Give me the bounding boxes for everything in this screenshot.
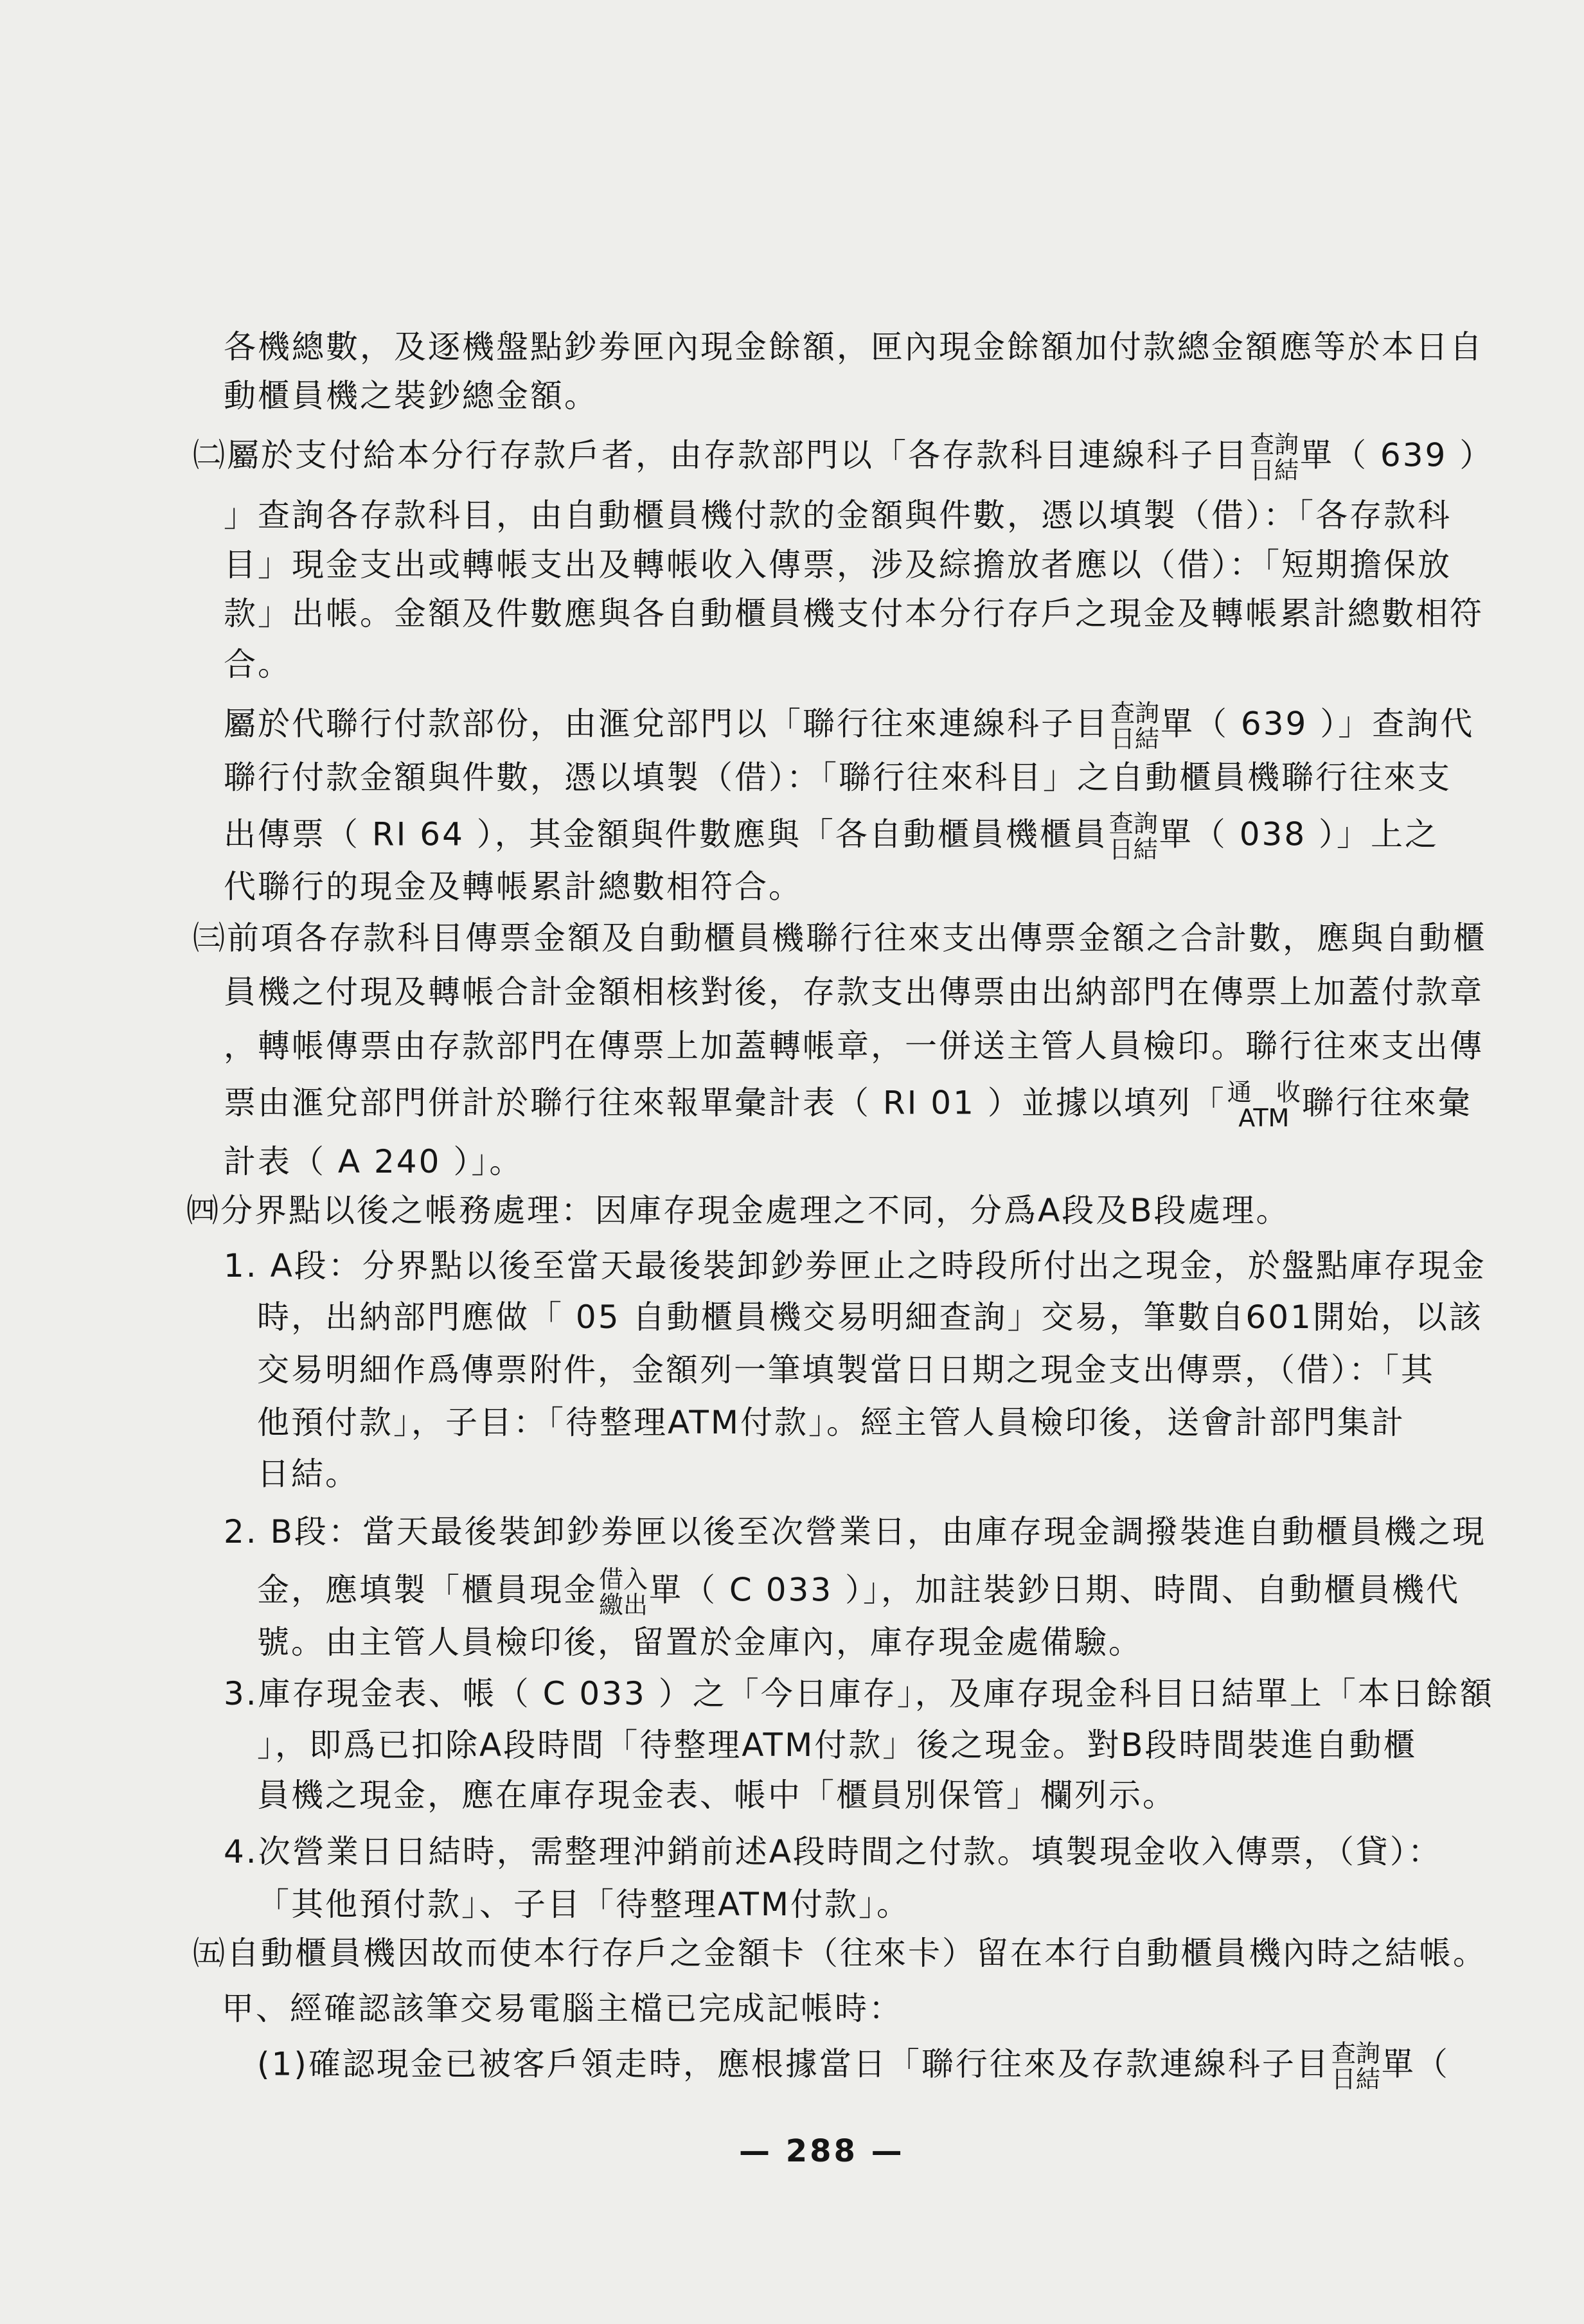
text-line [193, 432, 1493, 483]
text-line: 」，即爲已扣除A段時間「待整理ATM付款」後之現金。對B段時間裝進自動櫃 [257, 1726, 1418, 1764]
stacked-top: 通 收 [1227, 1078, 1301, 1106]
text-line: ㈤自動櫃員機因故而使本行存戶之金額卡（往來卡）留在本行自動櫃員機內時之結帳。 [193, 1935, 1487, 1972]
text-line: 號。由主管人員檢印後，留置於金庫內，庫存現金處備驗。 [257, 1624, 1143, 1661]
stacked-top: 查詢 [1110, 699, 1160, 727]
text-line: ㈣分界點以後之帳務處理：因庫存現金處理之不同，分爲A段及B段處理。 [186, 1192, 1290, 1229]
text-segment: ㈡屬於支付給本分行存款戶者，由存款部門以「各存款科目連線科子目 [193, 436, 1249, 474]
text-line: 聯行付款金額與件數，憑以填製（借）：「聯行往來科目」之自動櫃員機聯行往來支 [224, 759, 1452, 796]
text-line: 甲、經確認該筆交易電腦主檔已完成記帳時： [222, 1990, 903, 2027]
stacked-label [1227, 1079, 1301, 1131]
text-line: 目」現金支出或轉帳支出及轉帳收入傳票，涉及綜擔放者應以（借）：「短期擔保放 [224, 546, 1452, 583]
text-segment: 票由滙兌部門併計於聯行往來報單彙計表（ RI 01 ）並據以填列「 [224, 1084, 1226, 1122]
page-number: — 288 — [739, 2133, 905, 2169]
text-line: 員機之現金，應在庫存現金表、帳中「櫃員別保管」欄列示。 [257, 1777, 1177, 1814]
text-line: 員機之付現及轉帳合計金額相核對後，存款支出傳票由出納部門在傳票上加蓋付款章 [224, 973, 1484, 1011]
text-segment: 屬於代聯行付款部份，由滙兌部門以「聯行往來連線科子目 [224, 705, 1109, 743]
text-line: 2. B段：當天最後裝卸鈔劵匣以後至次營業日，由庫存現金調撥裝進自動櫃員機之現 [224, 1513, 1486, 1550]
text-line: 款」出帳。金額及件數應與各自動櫃員機支付本分行存戶之現金及轉帳累計總數相符 [224, 595, 1484, 632]
text-line: 他預付款」，子目：「待整理ATM付款」。經主管人員檢印後，送會計部門集計 [257, 1404, 1406, 1441]
text-line: ㈢前項各存款科目傳票金額及自動櫃員機聯行往來支出傳票金額之合計數，應與自動櫃 [193, 919, 1487, 957]
text-segment: 金，應填製「櫃員現金 [257, 1571, 598, 1609]
text-segment: 單（ [1381, 2045, 1450, 2083]
text-segment: 聯行往來彙 [1301, 1084, 1472, 1122]
stacked-label [1109, 811, 1158, 862]
text-line: 日結。 [257, 1455, 359, 1493]
text-line: 1. A段：分界點以後至當天最後裝卸鈔劵匣止之時段所付出之現金，於盤點庫存現金 [224, 1247, 1486, 1284]
text-segment: 出傳票（ RI 64 ），其金額與件數應與「各自動櫃員機櫃員 [224, 815, 1108, 853]
text-segment: 單（ 639 ）」查詢代 [1161, 705, 1475, 743]
text-line: 交易明細作爲傳票附件，金額列一筆填製當日日期之現金支出傳票，（借）：「其 [257, 1351, 1435, 1388]
text-line: 「其他預付款」、子目「待整理ATM付款」。 [257, 1886, 911, 1923]
text-line: 合。 [224, 646, 292, 683]
text-line [224, 700, 1474, 752]
stacked-top: 查詢 [1250, 430, 1299, 459]
stacked-label [1250, 432, 1299, 483]
text-line: 各機總數，及逐機盤點鈔劵匣內現金餘額，匣內現金餘額加付款總金額應等於本日自 [224, 328, 1484, 366]
text-line: 時，出納部門應做「 05 自動櫃員機交易明細查詢」交易，筆數自601開始，以該 [257, 1299, 1483, 1336]
stacked-bottom: 繳出 [599, 1591, 648, 1619]
text-segment: 單（ 038 ）」上之 [1159, 815, 1439, 853]
text-line [224, 1079, 1472, 1131]
text-line [257, 2041, 1450, 2092]
stacked-top: 查詢 [1108, 810, 1158, 838]
stacked-bottom: 日結 [1108, 835, 1158, 864]
stacked-bottom: 日結 [1331, 2065, 1380, 2093]
text-line [224, 811, 1439, 862]
stacked-bottom: 日結 [1250, 456, 1299, 484]
text-line: 3.庫存現金表、帳（ C 033 ）之「今日庫存」，及庫存現金科目日結單上「本日餘額 [224, 1675, 1494, 1712]
stacked-label [1110, 700, 1159, 752]
text-line: 」查詢各存款科目，由自動櫃員機付款的金額與件數，憑以填製（借）：「各存款科 [224, 497, 1452, 534]
text-line [257, 1566, 1460, 1618]
stacked-label [1331, 2041, 1380, 2092]
text-line: 計表（ A 240 ）」。 [224, 1143, 524, 1180]
text-segment: (1)確認現金已被客戶領走時，應根據當日「聯行往來及存款連線科子目 [257, 2045, 1330, 2083]
text-line: 4.次營業日日結時，需整理沖銷前述A段時間之付款。填製現金收入傳票，（貸）： [224, 1833, 1442, 1870]
text-line: 動櫃員機之裝鈔總金額。 [224, 377, 598, 414]
stacked-top: 借入 [599, 1565, 648, 1593]
stacked-bottom: 日結 [1110, 725, 1160, 753]
text-segment: 單（ 639 ） [1300, 436, 1494, 474]
text-segment: 單（ C 033 ）」，加註裝鈔日期、時間、自動櫃員機代 [649, 1571, 1461, 1609]
text-line: ，轉帳傳票由存款部門在傳票上加蓋轉帳章，一併送主管人員檢印。聯行往來支出傳 [224, 1027, 1484, 1065]
stacked-bottom: ATM [1238, 1104, 1290, 1132]
stacked-top: 查詢 [1331, 2039, 1380, 2068]
stacked-label [599, 1566, 648, 1618]
text-line: 代聯行的現金及轉帳累計總數相符合。 [224, 868, 803, 905]
